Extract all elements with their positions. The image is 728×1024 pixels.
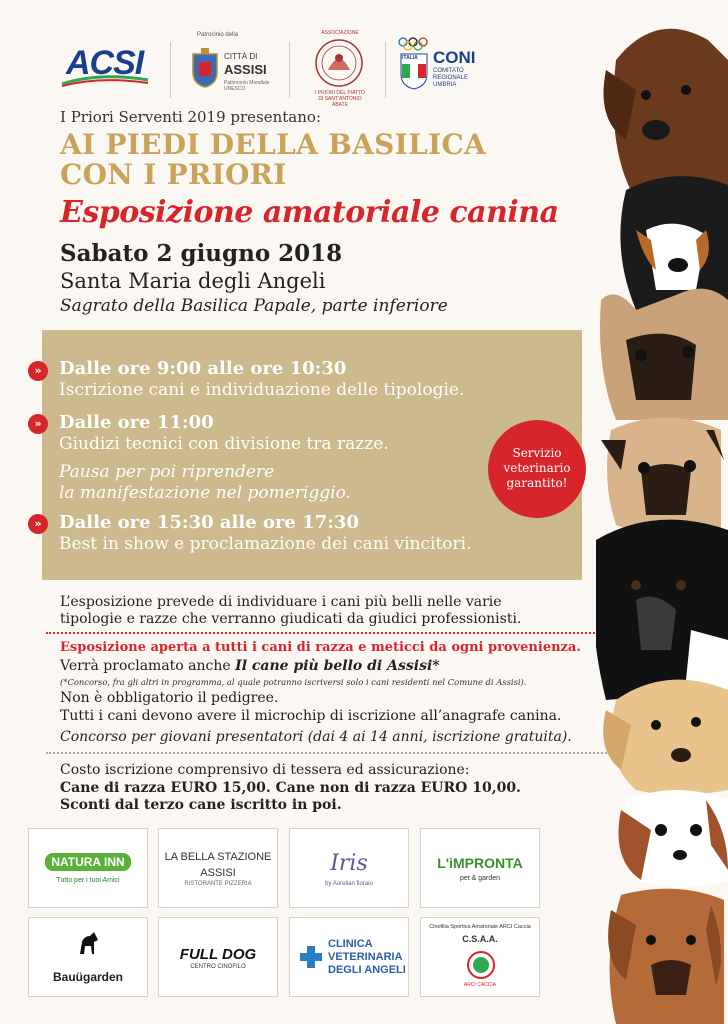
proclaimed-prefix: Verrà proclamato anche <box>60 658 231 674</box>
sponsor-sub: Tutto per i tuoi Amici <box>56 877 120 884</box>
sponsor-clinica-veterinaria <box>289 917 409 997</box>
schedule-note: Pausa per poi riprendere <box>59 462 275 482</box>
acsi-wordmark: ACSI <box>66 44 144 82</box>
sponsor-bauugarden <box>28 917 148 997</box>
cavalier-king-charles-image <box>619 790 728 888</box>
patrocinio-label: Patrocinio della <box>197 32 239 38</box>
event-place: Santa Maria degli Angeli <box>60 269 326 293</box>
chevron-right-icon: » <box>28 514 48 534</box>
header-divider <box>170 42 171 98</box>
sponsor-sub: CENTRO CINOFILO <box>190 964 246 970</box>
sponsor-impronta <box>420 828 540 908</box>
sponsor-iris <box>289 828 409 908</box>
dog-silhouette-icon <box>74 928 104 958</box>
divider <box>46 632 626 634</box>
header-divider <box>289 42 290 98</box>
sponsor-name: LA BELLA STAZIONE <box>164 851 272 863</box>
italia-label: ITALIA <box>402 55 418 61</box>
script-title: Esposizione amatoriale canina <box>60 195 559 230</box>
sponsor-name: Bauügarden <box>52 970 123 984</box>
intro-text: I Priori Serventi 2019 presentano: <box>60 108 321 126</box>
header-divider <box>385 42 386 98</box>
description-line: L’esposizione prevede di individuare i cani più belli nelle varie <box>60 594 502 610</box>
coni-wordmark: CONI <box>433 48 476 67</box>
badge-line: veterinario <box>503 461 571 475</box>
schedule-text: Giudizi tecnici con divisione tra razze. <box>59 434 389 454</box>
main-title <box>60 130 486 190</box>
sponsor-name-line: DEGLI ANGELI <box>328 964 406 976</box>
schedule-text: Iscrizione cani e individuazione delle tipologie. <box>59 380 465 400</box>
cost-prices: Cane di razza EURO 15,00. Cane non di razza EURO 10,00. <box>60 780 521 796</box>
black-spaniel-image <box>596 520 728 700</box>
sponsor-bella-stazione <box>158 828 278 908</box>
youth-contest-text: Concorso per giovani presentatori (dai 4 ai 14 anni, iscrizione gratuita). <box>60 729 572 745</box>
coni-sub-line: REGIONALE <box>433 75 469 81</box>
assisi-label: ASSISI <box>224 62 267 77</box>
fawn-pug-image <box>601 418 724 537</box>
sponsor-name: C.S.A.A. <box>462 934 498 944</box>
sponsor-name-line: VETERINARIA <box>328 951 403 963</box>
description <box>60 594 530 628</box>
coni-subtitle <box>433 68 468 89</box>
schedule-text: Best in show e proclamazione dei cani vincitori. <box>59 534 472 554</box>
sponsor-name: Iris <box>330 851 368 876</box>
pedigree-text: Non è obbligatorio il pedigree. <box>60 690 279 706</box>
proclaimed-line <box>60 658 440 674</box>
acsi-swoosh-icon <box>60 74 150 88</box>
chevron-right-icon: » <box>28 414 48 434</box>
chevron-right-icon: » <box>28 361 48 381</box>
sponsor-name-line: CLINICA <box>328 938 373 950</box>
sponsor-sub: ASSISI <box>200 867 236 879</box>
citta-di-label: CITTÀ DI <box>224 52 258 61</box>
proclaimed-award: Il cane più bello di Assisi* <box>235 658 440 674</box>
sponsor-name: FULL DOG <box>179 946 257 963</box>
sponsor-sub: Cinofilia Sportiva Amatoriale ARCI Caccia <box>429 924 531 930</box>
sponsor-full-dog <box>158 917 278 997</box>
schedule-time: Dalle ore 15:30 alle ore 17:30 <box>59 512 359 533</box>
badge-line: garantito! <box>506 476 568 490</box>
divider <box>46 752 626 754</box>
citta-assisi-logo <box>190 46 270 94</box>
dogs-photo-column <box>596 0 728 1024</box>
assisi-crest-icon <box>190 48 220 88</box>
assoc-top-label: ASSOCIAZIONE <box>321 30 359 36</box>
open-to-all-text: Esposizione aperta a tutti i cani di razza e meticci da ogni provenienza. <box>60 640 581 655</box>
coni-sub-line: UMBRIA <box>433 82 457 88</box>
cost-intro: Costo iscrizione comprensivo di tessera ed assicurazione: <box>60 762 470 778</box>
olympic-rings-icon <box>397 36 431 90</box>
schedule-time: Dalle ore 9:00 alle ore 10:30 <box>59 358 347 379</box>
boxer-puppy-image <box>608 889 724 1024</box>
arci-caccia-emblem-icon <box>466 950 496 980</box>
schedule-time: Dalle ore 11:00 <box>59 412 214 433</box>
associazione-priori-logo <box>308 30 370 108</box>
black-pug-image <box>600 289 728 420</box>
sponsor-sub: by Aurelian fioraio <box>325 881 373 887</box>
vet-service-badge <box>488 420 586 518</box>
citta-sub-label: Patrimonio Mondiale UNESCO <box>224 80 270 92</box>
schedule-note: la manifestazione nel pomeriggio. <box>59 483 351 503</box>
microchip-text: Tutti i cani devono avere il microchip di iscrizione all’anagrafe canina. <box>60 708 562 724</box>
coni-logo <box>397 36 487 92</box>
description-line: tipologie e razze che verranno giudicati da giudici professionisti. <box>60 611 522 627</box>
cost-discount: Sconti dal terzo cane iscritto in poi. <box>60 797 342 813</box>
sponsor-sub: ARCI CACCIA <box>463 982 497 988</box>
footnote: (*Concorso, fra gli altri in programma, al quale potranno iscriversi solo i cani residenti nel Comune di Assisi). <box>60 677 527 687</box>
coni-sub-line: COMITATO <box>433 68 464 74</box>
vet-cross-icon <box>298 944 324 970</box>
priori-seal-icon <box>314 38 364 88</box>
event-place-detail: Sagrato della Basilica Papale, parte inferiore <box>60 296 448 316</box>
acsi-logo <box>60 40 152 88</box>
event-date: Sabato 2 giugno 2018 <box>60 240 343 267</box>
chocolate-labrador-image <box>604 29 728 200</box>
bernese-dog-image <box>620 176 728 310</box>
sponsor-sub: pet & garden <box>459 875 501 882</box>
badge-line: Servizio <box>512 446 562 460</box>
sponsor-name: L'iMPRONTA <box>437 855 523 871</box>
sponsor-name: NATURA INN <box>45 853 130 871</box>
main-title-line2: CON I PRIORI <box>60 158 287 191</box>
assoc-bottom-label: I PRIORI DEL PIATTO DI SANT'ANTONIO ABATE <box>315 90 365 108</box>
main-title-line1: AI PIEDI DELLA BASILICA <box>60 128 487 161</box>
yellow-labrador-puppy-image <box>603 680 728 795</box>
sponsor-natura-inn <box>28 828 148 908</box>
sponsor-csaa <box>420 917 540 997</box>
sponsor-name <box>328 938 406 977</box>
sponsor-sub: RISTORANTE PIZZERIA <box>184 881 252 887</box>
